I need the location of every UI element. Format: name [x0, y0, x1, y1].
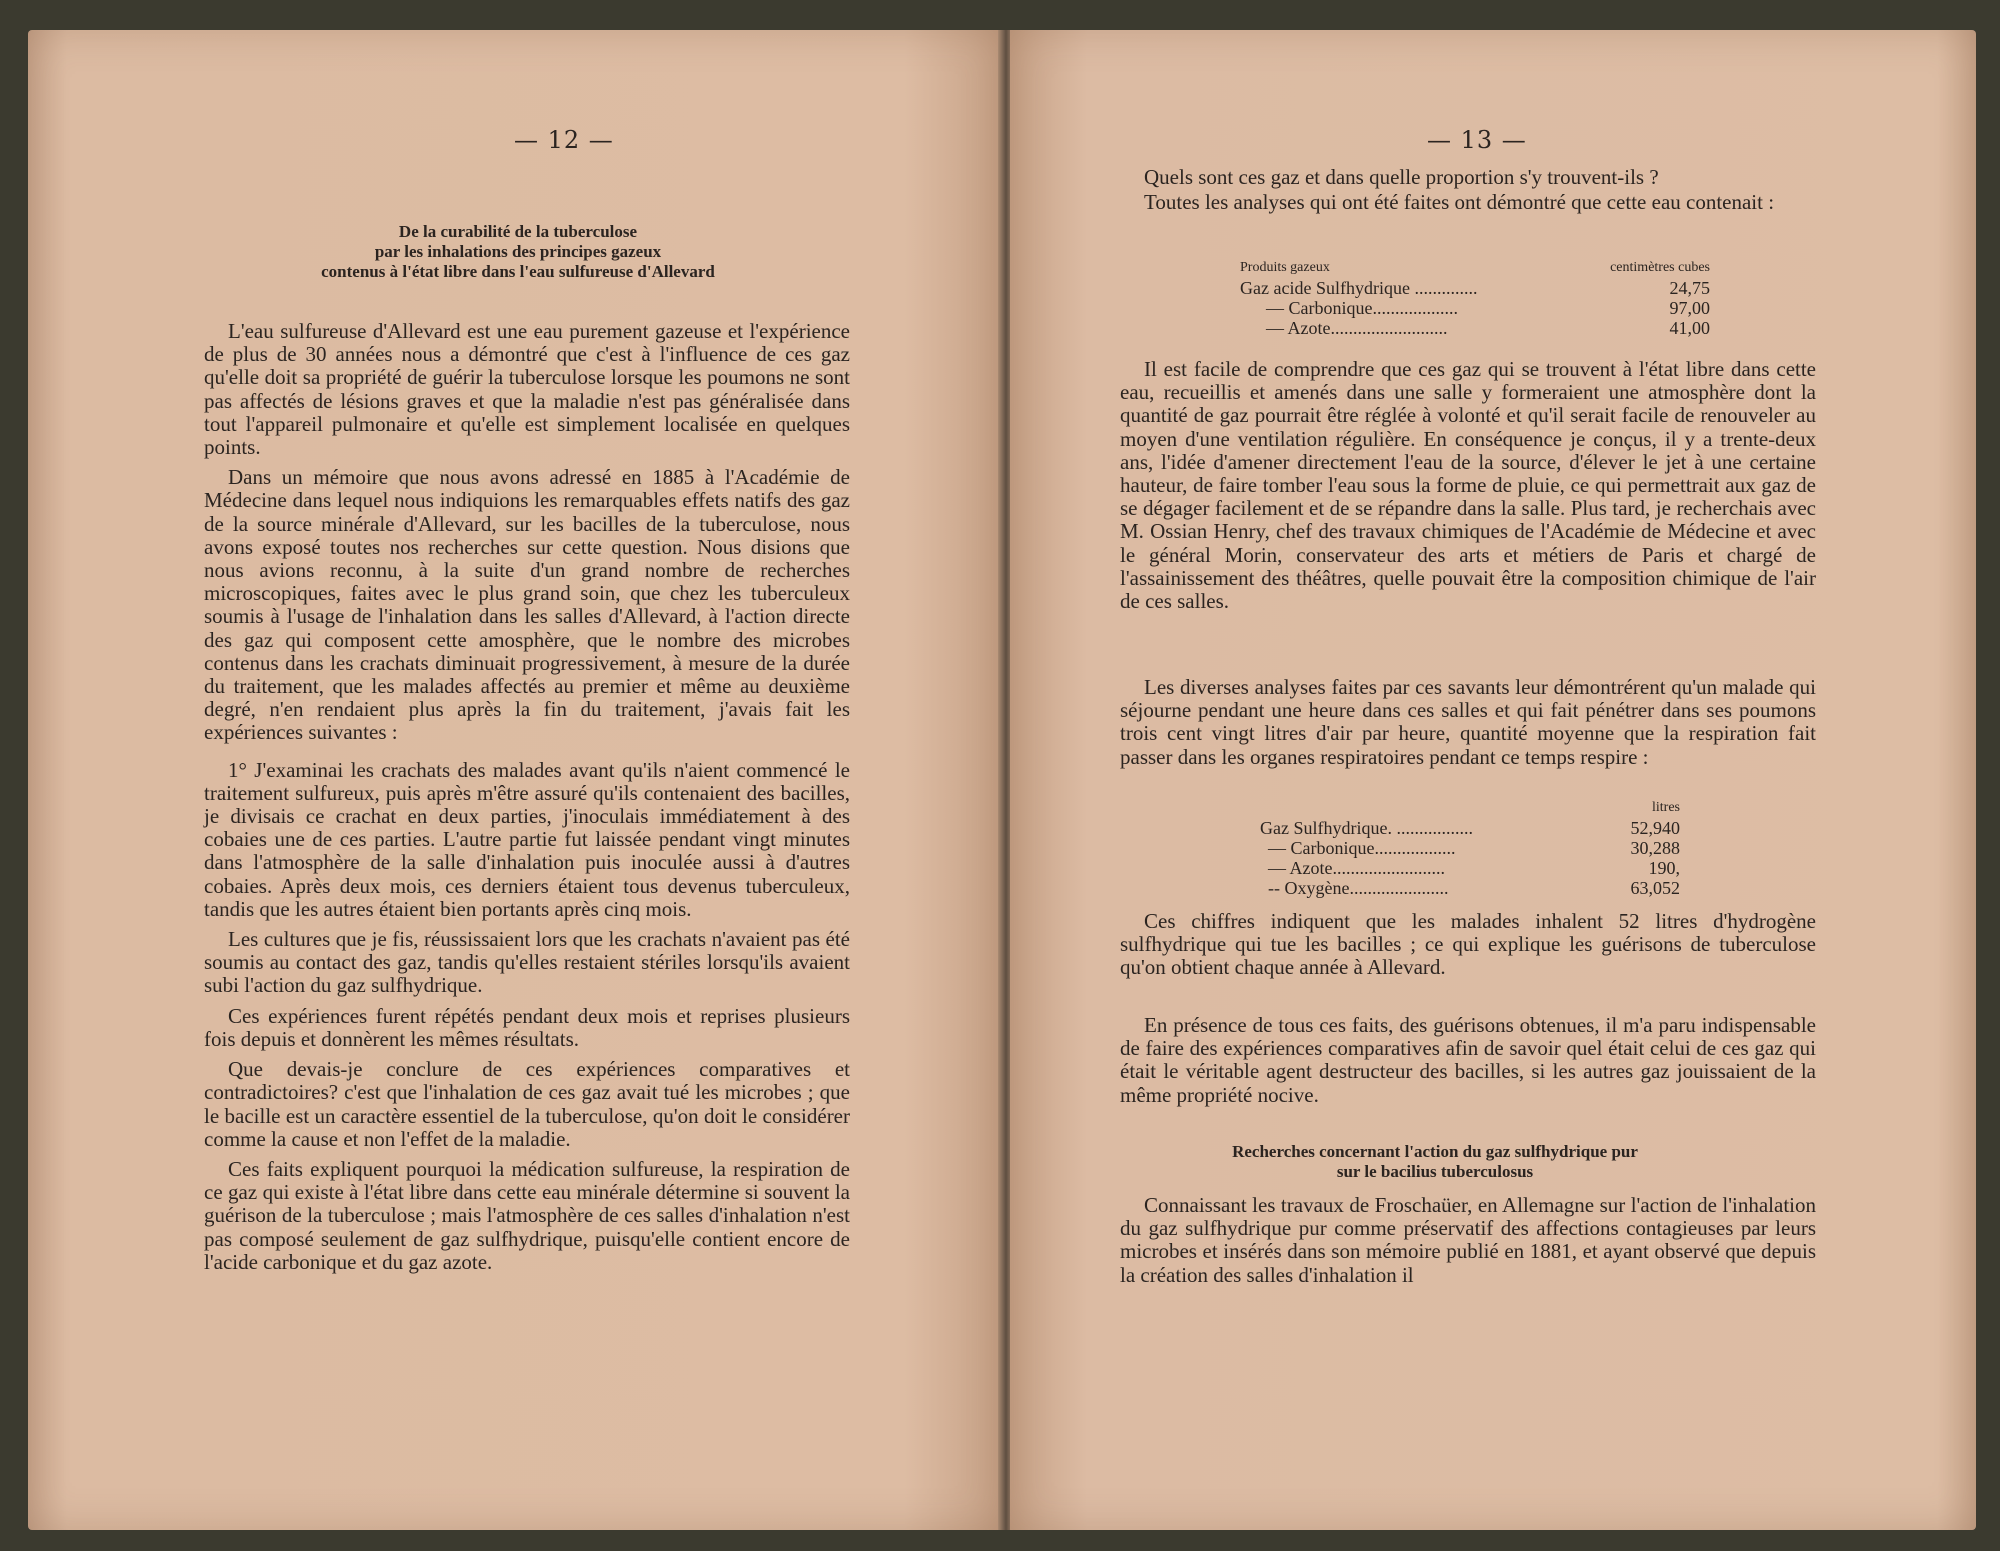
section-heading: [1180, 1142, 1690, 1182]
gas-value: 41,00: [1669, 318, 1710, 338]
paragraph-block: [1120, 1014, 1816, 1113]
column-header: litres: [1652, 800, 1680, 815]
paragraph: Que devais-je conclure de ces expériences comparatives et contradictoires? c'est que l'inhalation de ces gaz avait tué les microbes ; que le bacille est un caractère essentiel de la tuberculose, qu'on doit le considérer comme la cause et non l'effet de la maladie.: [204, 1057, 850, 1151]
gas-label: Gaz acide Sulfhydrique: [1240, 278, 1410, 298]
paragraph: Ces faits expliquent pourquoi la médication sulfureuse, la respiration de ce gaz qui existe à l'état libre dans cette eau minérale détermine si souvent la guérison de la tuberculose ; mais l'atmosphère de ces salles d'inhalation n'est pas composé seulement de gaz sulfhydrique, puisqu'elle contient encore de l'acide carbonique et du gaz azote.: [204, 1156, 850, 1274]
gas-value: 190,: [1648, 858, 1680, 878]
heading-line: sur le bacilius tuberculosus: [1336, 1162, 1534, 1181]
gas-label: — Carbonique: [1266, 298, 1373, 318]
paragraph: Dans un mémoire que nous avons adressé en 1885 à l'Académie de Médecine dans lequel nous indiquions les remarquables effets natifs des gaz de la source minérale d'Allevard, sur les bacilles de la tuberculose, nous avons exposé toutes nos recherches sur cette question. Nous disions que nous avions reconnu, à la suite d'un grand nombre de recherches microscopiques, faites avec le plus grand soin, que chez les tuberculeux soumis à l'usage de l'inhalation dans les salles d'Allevard, à l'action directe des gaz qui composent cette amosphère, que le nombre des microbes contenus dans les crachats diminuait progressivement, à mesure de la durée du traitement, que les malades affectés au premier et même au deuxième degré, n'en rendaient plus après la fin du traitement, j'avais fait les expériences suivantes :: [204, 465, 850, 745]
paragraph: Les cultures que je fis, réussissaient lors que les crachats n'avaient pas été soumis au contact des gaz, tandis qu'elles restaient stériles lorsqu'ils avaient subi l'action du gaz sulfhydrique.: [204, 927, 850, 998]
table-row: [1260, 838, 1680, 858]
section-heading: [268, 222, 768, 282]
dot-leader: ...................: [1372, 298, 1458, 318]
table-row: [1260, 858, 1680, 878]
dot-leader: ..............: [1409, 278, 1478, 298]
column-header: Produits gazeux: [1240, 260, 1330, 275]
gas-label: — Carbonique: [1268, 838, 1375, 858]
dot-leader: .........................: [1332, 858, 1445, 878]
gas-value: 97,00: [1669, 298, 1710, 318]
gas-table-cc: [1240, 258, 1710, 338]
gas-value: 52,940: [1630, 818, 1680, 838]
gas-label: -- Oxygène: [1268, 878, 1350, 898]
paragraph-block: [1120, 358, 1816, 619]
heading-line: par les inhalations des principes gazeux: [374, 242, 662, 261]
paragraph: 1° J'examinai les crachats des malades avant qu'ils n'aient commencé le traitement sulfureux, puis après m'être assuré qu'ils contenaient des bacilles, je divisais ce crachat en deux parties, j'inoculais immédiatement à des cobaies une de ces parties. L'autre partie fut laissée pendant vingt minutes dans l'atmosphère de la salle d'inhalation puis inoculée aussi à d'autres cobaies. Après deux mois, ces derniers étaient tous devenus tuberculeux, tandis que les autres étaient bien portants après cinq mois.: [204, 757, 850, 921]
table-row: [1240, 298, 1710, 318]
paragraph-block: [1120, 910, 1816, 986]
paragraph: En présence de tous ces faits, des guérisons obtenues, il m'a paru indispensable de faire des expériences comparatives afin de savoir quel était celui de ces gaz qui était le véritable agent destructeur des bacilles, si les autres gaz jouissaient de la même propriété nocive.: [1120, 1013, 1816, 1107]
table-row: [1240, 278, 1710, 298]
gas-label: Gaz Sulfhydrique: [1260, 818, 1388, 838]
table-row: [1260, 818, 1680, 838]
table-row: [1240, 318, 1710, 338]
gas-value: 24,75: [1669, 278, 1710, 298]
intro-text: [1120, 166, 1816, 220]
dot-leader: ......................: [1349, 878, 1449, 898]
gas-value: 63,052: [1630, 878, 1680, 898]
paragraph-block: [1120, 676, 1816, 775]
gas-label: — Azote: [1266, 318, 1331, 338]
left-page: [28, 30, 1002, 1530]
page-number: — 12 —: [514, 126, 614, 154]
paragraph: Les diverses analyses faites par ces savants leur démontrérent qu'un malade qui séjourne pendant une heure dans ces salles et qui fait pénétrer dans ses poumons trois cent vingt litres d'air par heure, quantité moyenne que la respiration fait passer dans les organes respiratoires pendant ce temps respire :: [1120, 675, 1816, 769]
gas-table-litres: [1260, 798, 1680, 898]
page-number: — 13 —: [1427, 126, 1527, 154]
body-text: [204, 320, 850, 1281]
right-page: [1010, 30, 1976, 1530]
heading-line: Recherches concernant l'action du gaz sulfhydrique pur: [1232, 1142, 1638, 1161]
paragraph: Toutes les analyses qui ont été faites ont démontré que cette eau contenait :: [1144, 190, 1775, 215]
dot-leader: . .................: [1387, 818, 1473, 838]
gas-value: 30,288: [1630, 838, 1680, 858]
paragraph: Ces expériences furent répétés pendant deux mois et reprises plusieurs fois depuis et donnèrent les mêmes résultats.: [204, 1003, 850, 1051]
heading-line: De la curabilité de la tuberculose: [398, 222, 638, 241]
paragraph-block: [1120, 1194, 1816, 1293]
paragraph: Il est facile de comprendre que ces gaz qui se trouvent à l'état libre dans cette eau, recueillis et amenés dans une salle y formeraient une atmosphère dont la quantité de gaz pourrait être réglée à volonté et qu'il serait facile de renouveler au moyen d'une ventilation régulière. En conséquence je conçus, il y a trente-deux ans, l'idée d'amener directement l'eau de la source, d'élever le jet à une certaine hauteur, de faire tomber l'eau sous la forme de pluie, ce qui permettrait aux gaz de se dégager facilement et de se répandre dans la salle. Plus tard, je recherchais avec M. Ossian Henry, chef des travaux chimiques de l'Académie de Médecine et avec le général Morin, conservateur des arts et métiers de Paris et chargé de l'assainissement des théâtres, quelle pouvait être la composition chimique de l'air de ces salles.: [1120, 357, 1816, 614]
paragraph: Ces chiffres indiquent que les malades inhalent 52 litres d'hydrogène sulfhydrique qui tue les bacilles ; ce qui explique les guérisons de tuberculose qu'on obtient chaque année à Allevard.: [1120, 909, 1816, 980]
heading-line: contenus à l'état libre dans l'eau sulfureuse d'Allevard: [321, 262, 715, 281]
dot-leader: ..........................: [1330, 318, 1448, 338]
book-spread: [28, 30, 1976, 1530]
table-row: [1260, 878, 1680, 898]
paragraph: Quels sont ces gaz et dans quelle proportion s'y trouvent-ils ?: [1144, 165, 1659, 189]
paragraph: L'eau sulfureuse d'Allevard est une eau purement gazeuse et l'expérience de plus de 30 années nous a démontré que c'est à l'influence de ces gaz qu'elle doit sa propriété de guérir la tuberculose lorsque les poumons ne sont pas affectés de lésions graves et que la maladie n'est pas généralisée dans tout l'appareil pulmonaire et qu'elle est simplement localisée en quelques points.: [204, 319, 850, 460]
column-header: centimètres cubes: [1610, 260, 1710, 275]
paragraph: Connaissant les travaux de Froschaüer, en Allemagne sur l'action de l'inhalation du gaz sulfhydrique pur comme préservatif des affections contagieuses par leurs microbes et insérés dans son mémoire publié en 1881, et ayant observé que depuis la création des salles d'inhalation il: [1120, 1193, 1816, 1287]
gas-label: — Azote: [1268, 858, 1333, 878]
dot-leader: ..................: [1374, 838, 1456, 858]
